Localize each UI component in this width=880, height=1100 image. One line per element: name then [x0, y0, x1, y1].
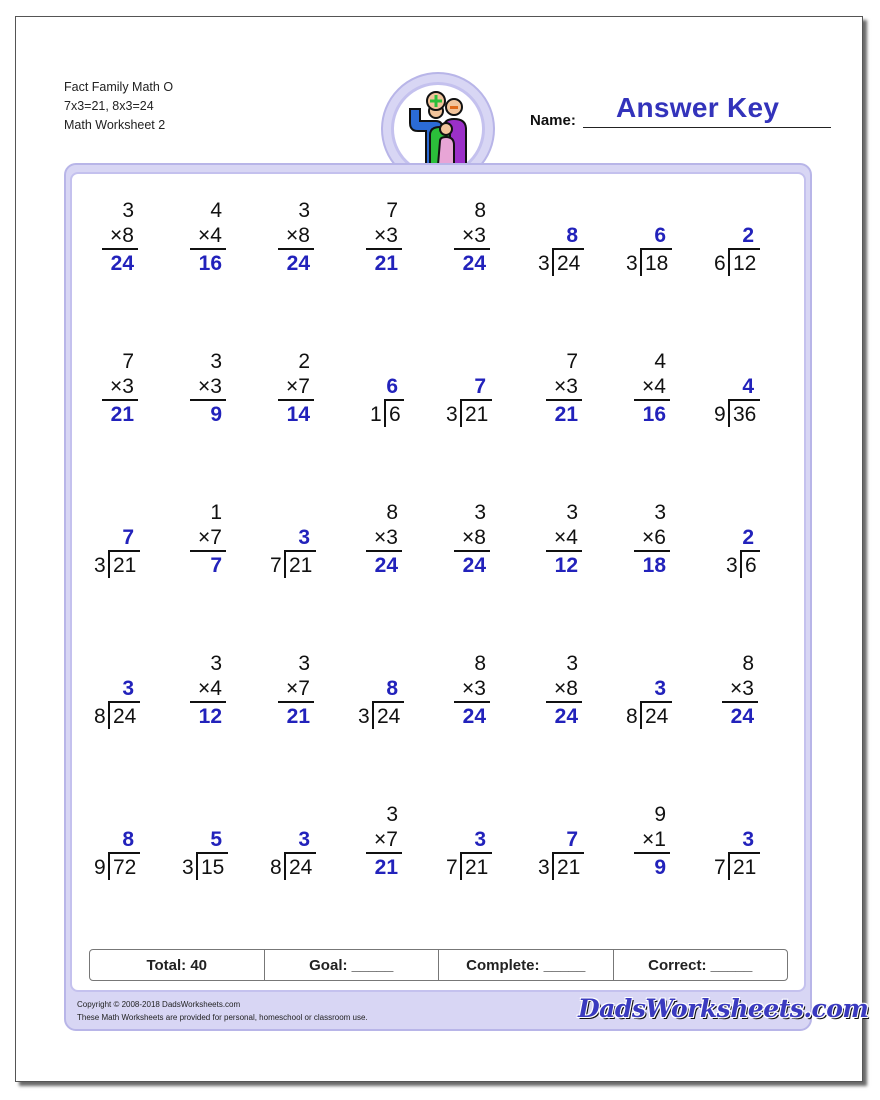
factor-top: 3: [210, 350, 222, 373]
divisor: 8: [94, 705, 106, 728]
answer-line: [634, 550, 670, 552]
divisor: 3: [538, 856, 550, 879]
product-answer: 21: [110, 403, 134, 426]
division-problem: [524, 198, 584, 290]
multiplication-problem: [168, 651, 228, 743]
division-problem: [344, 651, 404, 743]
factor-bottom: ×1: [642, 828, 666, 851]
division-problem: [168, 802, 228, 894]
factor-bottom: ×3: [730, 677, 754, 700]
multiplication-problem: [256, 198, 316, 290]
dividend: 21: [465, 856, 489, 879]
multiplication-problem: [344, 198, 404, 290]
product-answer: 24: [462, 705, 486, 728]
product-answer: 24: [374, 554, 398, 577]
dividend: 72: [113, 856, 137, 879]
title-line-1: Fact Family Math O: [64, 80, 174, 94]
product-answer: 21: [374, 252, 398, 275]
divisor: 7: [270, 554, 282, 577]
product-answer: 24: [554, 705, 578, 728]
multiplication-problem: [432, 198, 492, 290]
factor-bottom: ×8: [554, 677, 578, 700]
divisor: 3: [446, 403, 458, 426]
quotient-answer: 7: [122, 526, 134, 549]
factor-bottom: ×3: [198, 375, 222, 398]
multiplication-problem: [432, 500, 492, 592]
factor-bottom: ×7: [198, 526, 222, 549]
answer-line: [634, 399, 670, 401]
multiplication-problem: [700, 651, 760, 743]
multiplication-problem: [612, 500, 672, 592]
factor-bottom: ×7: [286, 375, 310, 398]
factor-top: 3: [122, 199, 134, 222]
multiplication-problem: [168, 198, 228, 290]
dividend: 6: [745, 554, 757, 577]
factor-bottom: ×4: [198, 677, 222, 700]
complete-cell[interactable]: Complete: _____: [439, 950, 614, 980]
factor-top: 8: [742, 652, 754, 675]
dividend: 21: [113, 554, 137, 577]
quotient-answer: 7: [474, 375, 486, 398]
multiplication-problem: [344, 802, 404, 894]
division-problem: [344, 349, 404, 441]
divisor: 3: [358, 705, 370, 728]
product-answer: 21: [286, 705, 310, 728]
quotient-answer: 3: [474, 828, 486, 851]
divisor: 3: [94, 554, 106, 577]
multiplication-problem: [432, 651, 492, 743]
answer-line: [278, 399, 314, 401]
total-cell: Total: 40: [90, 950, 265, 980]
divisor: 3: [538, 252, 550, 275]
product-answer: 24: [462, 554, 486, 577]
name-label: Name:: [530, 112, 576, 129]
dividend: 12: [733, 252, 757, 275]
quotient-answer: 2: [742, 526, 754, 549]
quotient-answer: 5: [210, 828, 222, 851]
factor-bottom: ×4: [642, 375, 666, 398]
product-answer: 24: [730, 705, 754, 728]
factor-top: 1: [210, 501, 222, 524]
division-problem: [80, 802, 140, 894]
product-answer: 24: [286, 252, 310, 275]
product-answer: 12: [198, 705, 222, 728]
quotient-answer: 6: [654, 224, 666, 247]
factor-top: 3: [210, 652, 222, 675]
multiplication-problem: [344, 500, 404, 592]
product-answer: 7: [210, 554, 222, 577]
answer-line: [634, 852, 670, 854]
multiplication-problem: [524, 349, 584, 441]
factor-bottom: ×3: [462, 224, 486, 247]
multiplication-problem: [256, 349, 316, 441]
factor-top: 4: [210, 199, 222, 222]
dividend: 24: [645, 705, 669, 728]
answer-line: [190, 248, 226, 250]
division-problem: [612, 198, 672, 290]
dividend: 6: [389, 403, 401, 426]
factor-top: 7: [386, 199, 398, 222]
product-answer: 21: [554, 403, 578, 426]
dividend: 15: [201, 856, 225, 879]
answer-line: [722, 701, 758, 703]
answer-line: [190, 701, 226, 703]
dividend: 21: [465, 403, 489, 426]
quotient-answer: 3: [298, 828, 310, 851]
quotient-answer: 2: [742, 224, 754, 247]
factor-bottom: ×6: [642, 526, 666, 549]
division-problem: [80, 500, 140, 592]
quotient-answer: 3: [122, 677, 134, 700]
answer-line: [102, 399, 138, 401]
product-answer: 16: [198, 252, 222, 275]
product-answer: 24: [110, 252, 134, 275]
factor-bottom: ×3: [110, 375, 134, 398]
factor-bottom: ×8: [110, 224, 134, 247]
factor-top: 3: [566, 652, 578, 675]
product-answer: 18: [642, 554, 666, 577]
division-problem: [524, 802, 584, 894]
copyright-line-1: Copyright © 2008-2018 DadsWorksheets.com: [77, 1000, 241, 1009]
brand-logo[interactable]: DadsWorksheets.com: [578, 994, 869, 1023]
quotient-answer: 7: [566, 828, 578, 851]
score-bar: [89, 949, 788, 981]
quotient-answer: 8: [122, 828, 134, 851]
dividend: 24: [289, 856, 313, 879]
divisor: 8: [270, 856, 282, 879]
division-problem: [700, 349, 760, 441]
factor-top: 3: [474, 501, 486, 524]
quotient-answer: 8: [566, 224, 578, 247]
multiplication-problem: [80, 198, 140, 290]
division-problem: [80, 651, 140, 743]
answer-line: [546, 701, 582, 703]
dividend: 18: [645, 252, 669, 275]
multiplication-problem: [168, 349, 228, 441]
goal-cell[interactable]: Goal: _____: [265, 950, 440, 980]
multiplication-problem: [256, 651, 316, 743]
dividend: 24: [377, 705, 401, 728]
factor-top: 9: [654, 803, 666, 826]
divisor: 1: [370, 403, 382, 426]
factor-bottom: ×3: [374, 224, 398, 247]
division-problem: [432, 349, 492, 441]
factor-top: 3: [298, 199, 310, 222]
dividend: 24: [113, 705, 137, 728]
divisor: 7: [446, 856, 458, 879]
quotient-answer: 3: [742, 828, 754, 851]
dividend: 21: [289, 554, 313, 577]
factor-top: 3: [654, 501, 666, 524]
factor-top: 3: [566, 501, 578, 524]
multiplication-problem: [524, 500, 584, 592]
answer-line: [366, 550, 402, 552]
product-answer: 12: [554, 554, 578, 577]
factor-bottom: ×3: [374, 526, 398, 549]
multiplication-problem: [612, 349, 672, 441]
quotient-answer: 6: [386, 375, 398, 398]
division-problem: [700, 802, 760, 894]
product-answer: 21: [374, 856, 398, 879]
divisor: 3: [726, 554, 738, 577]
divisor: 3: [182, 856, 194, 879]
multiplication-problem: [80, 349, 140, 441]
quotient-answer: 4: [742, 375, 754, 398]
answer-line: [366, 248, 402, 250]
answer-line: [454, 248, 490, 250]
quotient-answer: 3: [654, 677, 666, 700]
factor-bottom: ×8: [462, 526, 486, 549]
divisor: 6: [714, 252, 726, 275]
divisor: 9: [714, 403, 726, 426]
multiplication-problem: [524, 651, 584, 743]
product-answer: 14: [286, 403, 310, 426]
answer-line: [546, 399, 582, 401]
answer-line: [454, 550, 490, 552]
division-problem: [432, 802, 492, 894]
factor-top: 8: [474, 199, 486, 222]
division-problem: [700, 500, 760, 592]
multiplication-problem: [168, 500, 228, 592]
quotient-answer: 3: [298, 526, 310, 549]
answer-line: [454, 701, 490, 703]
division-problem: [700, 198, 760, 290]
answer-line: [278, 248, 314, 250]
division-problem: [256, 500, 316, 592]
factor-bottom: ×7: [374, 828, 398, 851]
correct-cell[interactable]: Correct: _____: [648, 956, 753, 974]
factor-top: 4: [654, 350, 666, 373]
answer-line: [102, 248, 138, 250]
factor-top: 3: [386, 803, 398, 826]
dividend: 21: [733, 856, 757, 879]
answer-line: [278, 701, 314, 703]
answer-line: [366, 852, 402, 854]
dividend: 21: [557, 856, 581, 879]
factor-top: 8: [474, 652, 486, 675]
factor-bottom: ×3: [462, 677, 486, 700]
answer-key-heading: Answer Key: [616, 92, 780, 123]
multiplication-problem: [612, 802, 672, 894]
factor-bottom: ×4: [554, 526, 578, 549]
title-line-3: Math Worksheet 2: [64, 118, 166, 132]
divisor: 8: [626, 705, 638, 728]
divisor: 7: [714, 856, 726, 879]
division-problem: [612, 651, 672, 743]
product-answer: 16: [642, 403, 666, 426]
factor-bottom: ×7: [286, 677, 310, 700]
title-line-2: 7x3=21, 8x3=24: [64, 99, 154, 113]
divisor: 3: [626, 252, 638, 275]
factor-bottom: ×8: [286, 224, 310, 247]
answer-line: [546, 550, 582, 552]
copyright: [77, 998, 368, 1024]
factor-top: 2: [298, 350, 310, 373]
product-answer: 9: [210, 403, 222, 426]
product-answer: 9: [654, 856, 666, 879]
answer-line: [190, 399, 226, 401]
dividend: 36: [733, 403, 757, 426]
product-answer: 24: [462, 252, 486, 275]
factor-bottom: ×3: [554, 375, 578, 398]
answer-line: [190, 550, 226, 552]
copyright-line-2: These Math Worksheets are provided for personal, homeschool or classroom use.: [77, 1013, 368, 1022]
factor-top: 7: [566, 350, 578, 373]
dividend: 24: [557, 252, 581, 275]
factor-top: 7: [122, 350, 134, 373]
factor-top: 8: [386, 501, 398, 524]
divisor: 9: [94, 856, 106, 879]
quotient-answer: 8: [386, 677, 398, 700]
factor-bottom: ×4: [198, 224, 222, 247]
division-problem: [256, 802, 316, 894]
factor-top: 3: [298, 652, 310, 675]
